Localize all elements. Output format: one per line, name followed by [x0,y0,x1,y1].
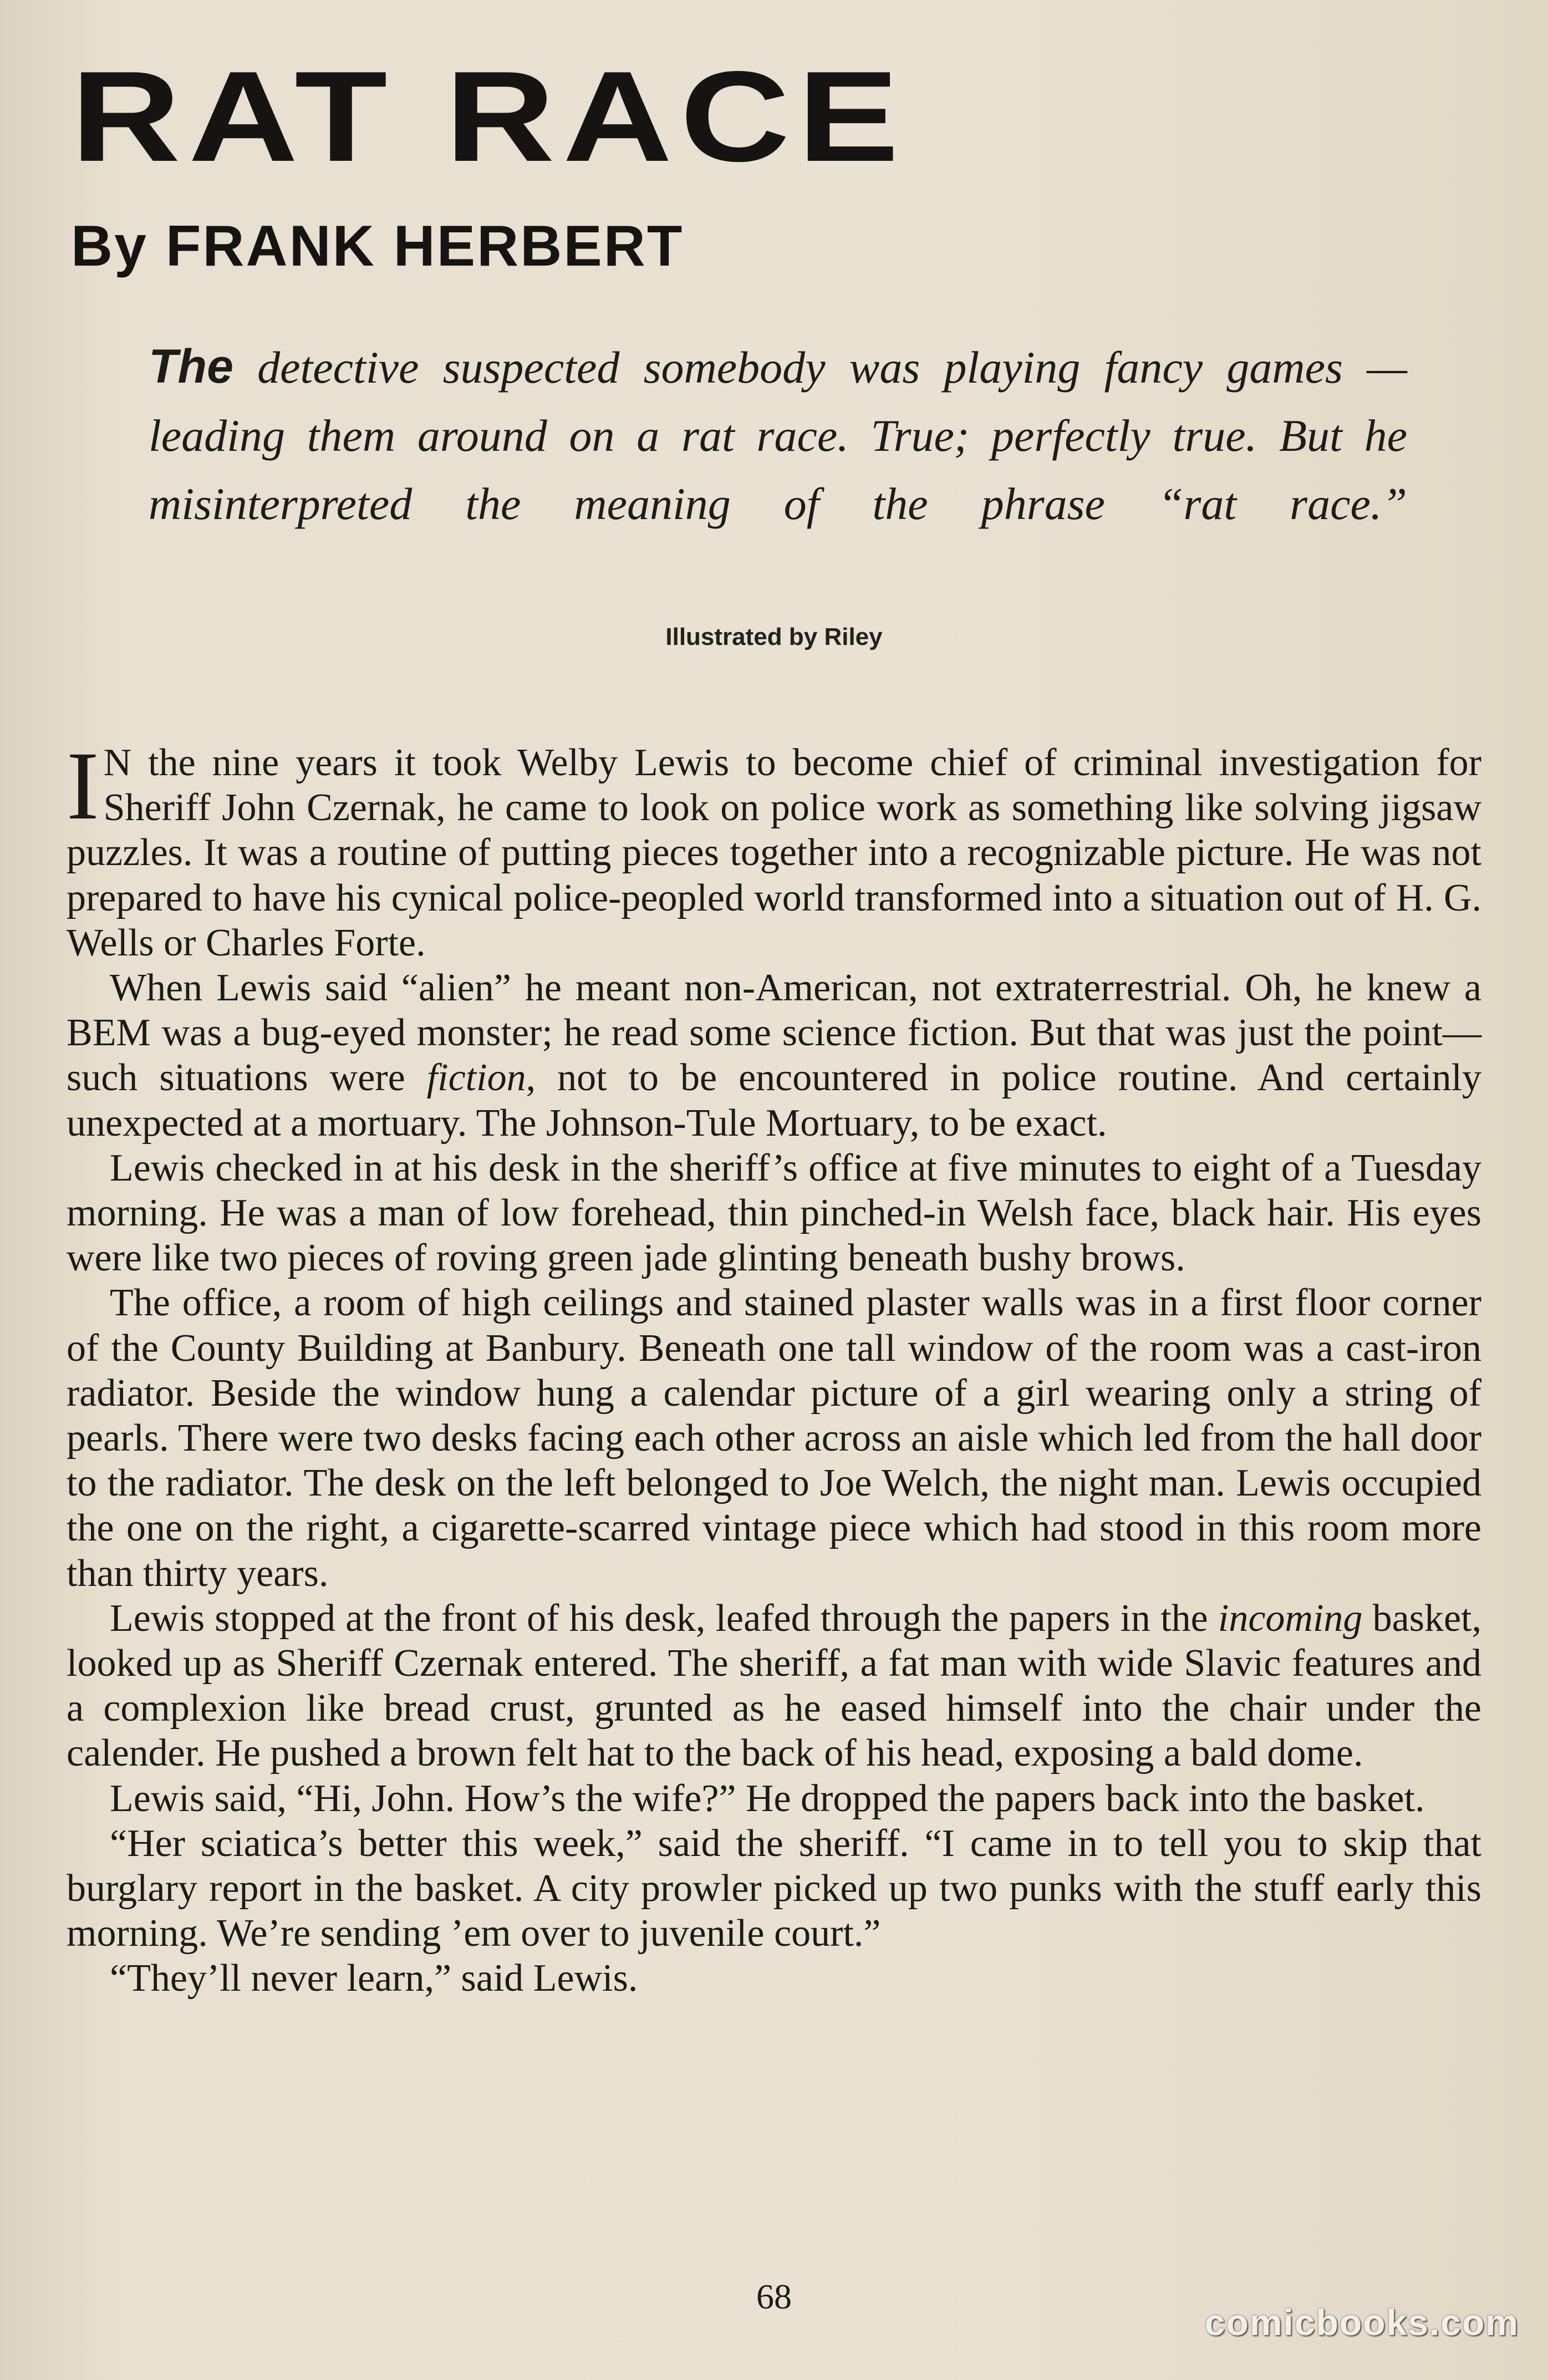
illustrator-credit: Illustrated by Riley [665,623,883,650]
story-body [67,732,1481,2001]
paragraph-3: Lewis checked in at his desk in the sheriff’s office at five minutes to eight of a Tuesday morning. He was a man of low forehead, thin pinched-in Welsh face, black hair. His eyes were like two pieces of roving green jade glinting beneath bushy brows. [67,1146,1481,1280]
blurb-text: detective suspected somebody was playing fancy games —leading them around on a rat race. True; perfectly true. But he misinterpreted the meaning of the phrase “rat race.” [149,342,1407,529]
paragraph-6: Lewis said, “Hi, John. How’s the wife?” He dropped the papers back into the basket. [110,1777,1425,1820]
page-number: 68 [756,2277,792,2316]
paragraph-1 [67,732,1481,965]
paragraph-4: The office, a room of high ceilings and stained plaster walls was in a first floor corner of the County Building at Banbury. Beneath one tall window of the room was a cast-iron radiator. Beside the window hung a calendar picture of a girl wearing only a string of pearls. There were two desks facing each other across an aisle which led from the hall door to the radiator. The desk on the left belonged to Joe Welch, the night man. Lewis occupied the one on the right, a cigarette-scarred vintage piece which had stood in this room more than thirty years. [67,1281,1481,1595]
paragraph-2-text-b: , not to be encountered in police routine. And certainly unexpected at a mortuary. The Johnson-Tule Mortuary, to be exact. [67,1056,1481,1145]
paragraph-5-text-a: Lewis stopped at the front of his desk, leafed through the papers in the [110,1596,1218,1640]
story-blurb [149,333,1407,538]
paragraph-7: “Her sciatica’s better this week,” said the sheriff. “I came in to tell you to skip that burglary report in the basket. A city prowler picked up two punks with the stuff early this morning. We’re sending ’em over to juvenile court.” [67,1822,1481,1955]
paragraph-5-text-b: basket, looked up as Sheriff Czernak entered. The sheriff, a fat man with wide Slavic features and a complexion like bread crust, grunted as he eased himself into the chair under the calender. He pushed a brown felt hat to the back of his head, exposing a bald dome. [67,1596,1481,1775]
paragraph-2-text-a: When Lewis said “alien” he meant non-American, not extraterrestrial. Oh, he knew a BEM was a bug-eyed monster; he read some science fiction. But that was just the point—such situations were [67,967,1481,1100]
story-title: RAT RACE [71,45,907,189]
blurb-lead-word: The [149,340,233,393]
paragraph-5-italic: incoming [1218,1596,1363,1640]
paragraph-1-text: N the nine years it took Welby Lewis to become chief of criminal investigation for Sheriff John Czernak, he came to look on police work as something like solving jigsaw puzzles. It was a routine of putting pieces together into a recognizable picture. He was not prepared to have his cynical police-peopled world transformed into a situation out of H. G. Wells or Charles Forte. [67,741,1481,964]
drop-cap: I [67,732,99,840]
paragraph-5 [67,1596,1481,1776]
paragraph-2-italic: fiction [426,1056,526,1100]
site-watermark: comicbooks.com [1204,2302,1519,2343]
paragraph-8: “They’ll never learn,” said Lewis. [110,1957,638,2000]
paragraph-2 [67,965,1481,1146]
author-byline: By FRANK HERBERT [71,214,684,278]
